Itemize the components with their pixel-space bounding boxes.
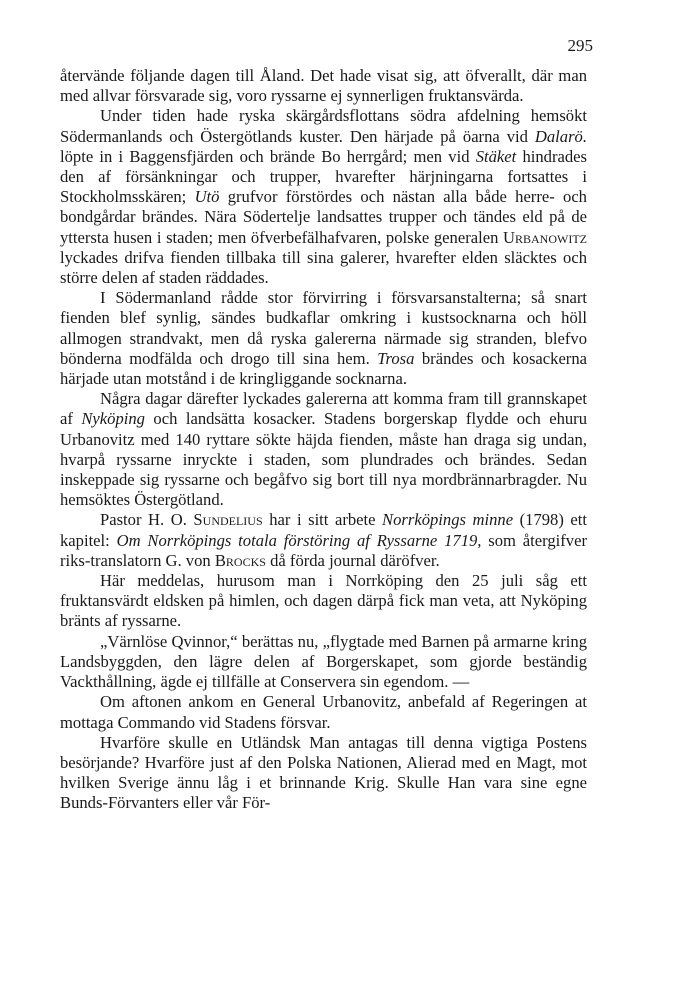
- text-run: återvände följande dagen till Åland. Det hade visat sig, att öfverallt, där man med allvar försvarade sig, voro ryssarne ej synnerligen fruktansvärda.: [60, 66, 587, 106]
- body-text: [60, 66, 587, 814]
- text-run: har i sitt arbete: [262, 510, 383, 530]
- paragraph: [60, 288, 587, 389]
- text-run: Hvarföre skulle en Utländsk Man antagas till denna vigtiga Postens besörjande? Hvarföre just af den Polska Nationen, Alierad med en Magt, mot hvilken Sverige ännu låg i et brinnande Krig. Skulle Han vara sine egne Bunds-Förvanters eller vår För-: [60, 732, 587, 813]
- page-number: 295: [567, 36, 593, 55]
- text-run: I Södermanland rådde stor förvirring i försvarsanstalterna; så snart fienden blef synlig, sändes budkaflar omkring i kustsocknarna och höll allmogen strandvakt, men då ryska galererna närmade sig stranden, blefvo bönderna modfälda och drogo till sina hem.: [60, 288, 587, 368]
- text-run: och landsätta kosacker. Stadens borgerskap flydde och ehuru Urbanovitz med 140 ryttare sökte häjda fienden, måste han draga sig undan, hvarpå ryssarne inryckte i staden, som plundrades och brändes. Sedan inskeppade sig ryssarne och begåfvo sig bort till nya mordbrännarbragder. Nu hemsöktes Östergötland.: [60, 409, 587, 510]
- text-run: lyckades drifva fienden tillbaka till sina galerer, hvarefter elden släcktes och större delen af staden räddades.: [60, 247, 587, 288]
- paragraph: [60, 571, 587, 632]
- italic-text: Trosa: [377, 348, 415, 368]
- paragraph: [60, 733, 587, 814]
- italic-text: Stäket: [475, 146, 517, 166]
- paragraph: [60, 510, 587, 571]
- paragraph: [60, 632, 587, 693]
- paragraph: [60, 389, 587, 510]
- text-run: Några dagar därefter lyckades galererna att komma fram till grannskapet af: [60, 389, 587, 429]
- paragraph: [60, 106, 587, 288]
- text-run: grufvor förstördes och nästan alla både herre- och bondgårdar brändes. Nära Södertelje landsattes trupper och tändes eld på de yttersta husen i staden; men öfverbefälhafvaren, polske generalen: [60, 187, 587, 247]
- italic-text: Utö: [194, 187, 220, 207]
- italic-text: Nyköping: [81, 409, 145, 429]
- text-run: Under tiden hade ryska skärgårdsflottans södra afdelning hemsökt Södermanlands och Östergötlands kuster. Den härjade på öarna vid: [60, 106, 587, 146]
- text-run: som återgifver riks-translatorn G. von: [60, 530, 587, 570]
- small-caps-name: Urbanowitz: [503, 227, 587, 247]
- small-caps-name: Sundelius: [193, 510, 263, 530]
- text-run: Om aftonen ankom en General Urbanovitz, anbefald af Regeringen at mottaga Commando vid Stadens försvar.: [60, 692, 587, 732]
- text-run: hindrades den af försänkningar och trupper, hvarefter härjningarna fortsattes i Stockholmsskären;: [60, 146, 587, 207]
- text-run: (1798) ett kapitel:: [60, 510, 587, 550]
- italic-text: Dalarö.: [534, 126, 587, 146]
- text-run: brändes och kosackerna härjade utan motstånd i de kringliggande socknarna.: [60, 348, 587, 389]
- text-run: „Värnlöse Qvinnor,“ berättas nu, „flygtade med Barnen på armarne kring Landsbyggden, den lägre delen af Borgerskapet, som gjorde beständig Vackthållning, ägde ej tillfälle at Conservera sin egendom. —: [60, 631, 587, 692]
- small-caps-name: Brocks: [214, 550, 266, 570]
- text-run: Pastor H. O.: [100, 510, 194, 530]
- text-run: löpte in i Baggensfjärden och brände Bo herrgård; men vid: [60, 146, 476, 166]
- italic-text: Norrköpings minne: [382, 510, 514, 530]
- text-run: Här meddelas, hurusom man i Norrköping den 25 juli såg ett fruktansvärdt eldsken på himlen, och dagen därpå fick man veta, att Nyköping bränts af ryssarne.: [60, 571, 587, 631]
- text-run: då förda journal däröfver.: [265, 550, 440, 570]
- paragraph: [60, 66, 587, 106]
- italic-text: Om Norrköpings totala förstöring af Ryssarne 1719,: [116, 530, 482, 550]
- paragraph: [60, 692, 587, 732]
